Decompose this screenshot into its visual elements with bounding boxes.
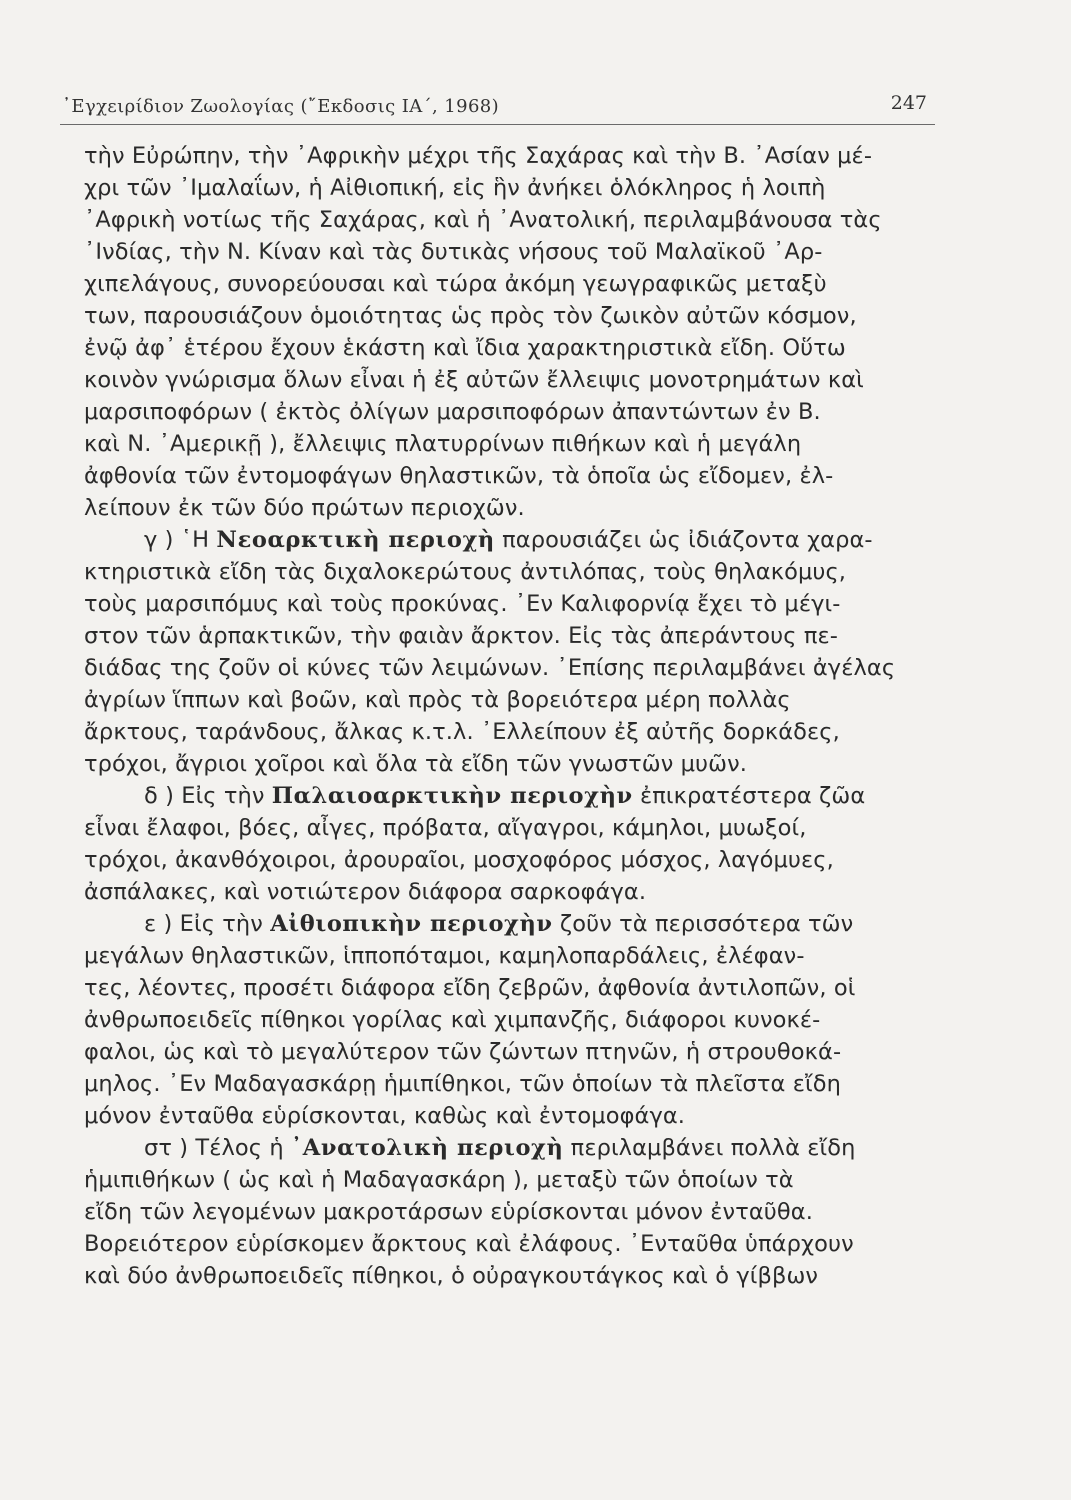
text-line: χιπελάγους, συνορεύουσαι καὶ τώρα ἀκόμη γεωγραφικῶς μεταξὺ xyxy=(84,271,827,297)
paragraph-marker: γ ) xyxy=(144,527,174,553)
paragraph-first-line xyxy=(84,524,944,556)
paragraph-palearctic xyxy=(84,780,944,908)
rest-text: ζοῦν τὰ περισσότερα τῶν xyxy=(552,911,854,937)
paragraph-marker: δ ) xyxy=(144,783,174,809)
lead-text: Εἰς τὴν xyxy=(172,911,271,937)
body-text xyxy=(84,140,944,1292)
text-line: ἐνῷ ἀφ᾿ ἑτέρου ἔχουν ἑκάστη καὶ ἴδια χαρακτηριστικὰ εἴδη. Οὕτω xyxy=(84,335,846,361)
paragraph-oriental xyxy=(84,1132,944,1292)
text-line: ᾿Αφρικὴ νοτίως τῆς Σαχάρας, καὶ ἡ ᾿Ανατολική, περιλαμβάνουσα τὰς xyxy=(84,207,882,233)
paragraph-continuation xyxy=(84,140,944,524)
text-line: φαλοι, ὡς καὶ τὸ μεγαλύτερον τῶν ζώντων πτηνῶν, ἡ στρουθοκά- xyxy=(84,1039,842,1065)
text-line: μόνον ἐνταῦθα εὑρίσκονται, καθὼς καὶ ἐντομοφάγα. xyxy=(84,1103,686,1129)
text-line: των, παρουσιάζουν ὁμοιότητας ὡς πρὸς τὸν ζωικὸν αὐτῶν κόσμον, xyxy=(84,303,857,329)
text-line: τες, λέοντες, προσέτι διάφορα εἴδη ζεβρῶν, ἀφθονία ἀντιλοπῶν, οἱ xyxy=(84,975,856,1001)
paragraph-marker: ε ) xyxy=(144,911,173,937)
text-line: τὴν Εὐρώπην, τὴν ᾿Αφρικὴν μέχρι τῆς Σαχάρας καὶ τὴν Β. ᾿Ασίαν μέ- xyxy=(84,143,873,169)
lead-text: ῾Η xyxy=(173,527,217,553)
running-head xyxy=(60,92,935,125)
paragraph-first-line xyxy=(84,1132,944,1164)
paragraph-nearctic xyxy=(84,524,944,780)
text-line: χρι τῶν ᾿Ιμαλαΐων, ἡ Αἰθιοπική, εἰς ἣν ἀνήκει ὁλόκληρος ἡ λοιπὴ xyxy=(84,175,826,201)
text-line: τρόχοι, ἄγριοι χοῖροι καὶ ὅλα τὰ εἴδη τῶν γνωστῶν μυῶν. xyxy=(84,751,748,777)
text-line: εἴδη τῶν λεγομένων μακροτάρσων εὑρίσκονται μόνον ἐνταῦθα. xyxy=(84,1199,813,1225)
text-line: ἀγρίων ἵππων καὶ βοῶν, καὶ πρὸς τὰ βορειότερα μέρη πολλὰς xyxy=(84,687,791,713)
paragraph-first-line xyxy=(84,908,944,940)
text-line: διάδας της ζοῦν οἱ κύνες τῶν λειμώνων. ᾿Επίσης περιλαμβάνει ἀγέλας xyxy=(84,655,896,681)
text-line: ἀφθονία τῶν ἐντομοφάγων θηλαστικῶν, τὰ ὁποῖα ὡς εἴδομεν, ἐλ- xyxy=(84,463,834,489)
text-line: ᾿Ινδίας, τὴν Ν. Κίναν καὶ τὰς δυτικὰς νήσους τοῦ Μαλαϊκοῦ ᾿Αρ- xyxy=(84,239,823,265)
paragraph-ethiopian xyxy=(84,908,944,1132)
text-line: καὶ Ν. ᾿Αμερικῇ ), ἔλλειψις πλατυρρίνων πιθήκων καὶ ἡ μεγάλη xyxy=(84,431,802,457)
region-term: ᾿Ανατολικὴ περιοχὴ xyxy=(290,1135,564,1161)
text-line: λείπουν ἐκ τῶν δύο πρώτων περιοχῶν. xyxy=(84,495,525,521)
text-line: ἄρκτους, ταράνδους, ἄλκας κ.τ.λ. ᾿Ελλείπουν ἐξ αὐτῆς δορκάδες, xyxy=(84,719,840,745)
text-line: ἡμιπιθήκων ( ὡς καὶ ἡ Μαδαγασκάρη ), μεταξὺ τῶν ὁποίων τὰ xyxy=(84,1167,794,1193)
text-line: μεγάλων θηλαστικῶν, ἱπποπόταμοι, καμηλοπαρδάλεις, ἐλέφαν- xyxy=(84,943,805,969)
book-title: ᾿Εγχειρίδιον Ζωολογίας (῎Εκδοσις ΙΑ΄, 1968) xyxy=(62,96,500,117)
text-line: τρόχοι, ἀκανθόχοιροι, ἀρουραῖοι, μοσχοφόρος μόσχος, λαγόμυες, xyxy=(84,847,834,873)
paragraph-marker: στ ) xyxy=(144,1135,189,1161)
page-number: 247 xyxy=(890,92,927,114)
text-line: ἀνθρωποειδεῖς πίθηκοι γορίλας καὶ χιμπανζῆς, διάφοροι κυνοκέ- xyxy=(84,1007,821,1033)
text-line: μηλος. ᾿Εν Μαδαγασκάρῃ ἡμιπίθηκοι, τῶν ὁποίων τὰ πλεῖστα εἴδη xyxy=(84,1071,841,1097)
rest-text: ἐπικρατέστερα ζῶα xyxy=(632,783,866,809)
lead-text: Εἰς τὴν xyxy=(174,783,272,809)
region-term: Νεοαρκτικὴ περιοχὴ xyxy=(216,527,495,553)
region-term: Αἰθιοπικὴν περιοχὴν xyxy=(270,911,553,937)
rest-text: παρουσιάζει ὡς ἰδιάζοντα χαρα- xyxy=(494,527,873,553)
text-line: κοινὸν γνώρισμα ὅλων εἶναι ἡ ἐξ αὐτῶν ἔλλειψις μονοτρημάτων καὶ xyxy=(84,367,864,393)
text-line: εἶναι ἔλαφοι, βόες, αἶγες, πρόβατα, αἴγαγροι, κάμηλοι, μυωξοί, xyxy=(84,815,807,841)
text-line: στον τῶν ἁρπακτικῶν, τὴν φαιὰν ἄρκτον. Εἰς τὰς ἀπεράντους πε- xyxy=(84,623,838,649)
paragraph-first-line xyxy=(84,780,944,812)
text-line: καὶ δύο ἀνθρωποειδεῖς πίθηκοι, ὁ οὐραγκουτάγκος καὶ ὁ γίββων xyxy=(84,1263,819,1289)
lead-text: Τέλος ἡ xyxy=(188,1135,291,1161)
text-line: Βορειότερον εὑρίσκομεν ἄρκτους καὶ ἐλάφους. ᾿Ενταῦθα ὑπάρχουν xyxy=(84,1231,854,1257)
rest-text: περιλαμβάνει πολλὰ εἴδη xyxy=(563,1135,856,1161)
text-line: μαρσιποφόρων ( ἐκτὸς ὀλίγων μαρσιποφόρων ἀπαντώντων ἐν Β. xyxy=(84,399,821,425)
text-line: τοὺς μαρσιπόμυς καὶ τοὺς προκύνας. ᾿Εν Καλιφορνίᾳ ἔχει τὸ μέγι- xyxy=(84,591,841,617)
region-term: Παλαιοαρκτικὴν περιοχὴν xyxy=(271,783,633,809)
text-line: κτηριστικὰ εἴδη τὰς διχαλοκερώτους ἀντιλόπας, τοὺς θηλακόμυς, xyxy=(84,559,847,585)
text-line: ἀσπάλακες, καὶ νοτιώτερον διάφορα σαρκοφάγα. xyxy=(84,879,647,905)
